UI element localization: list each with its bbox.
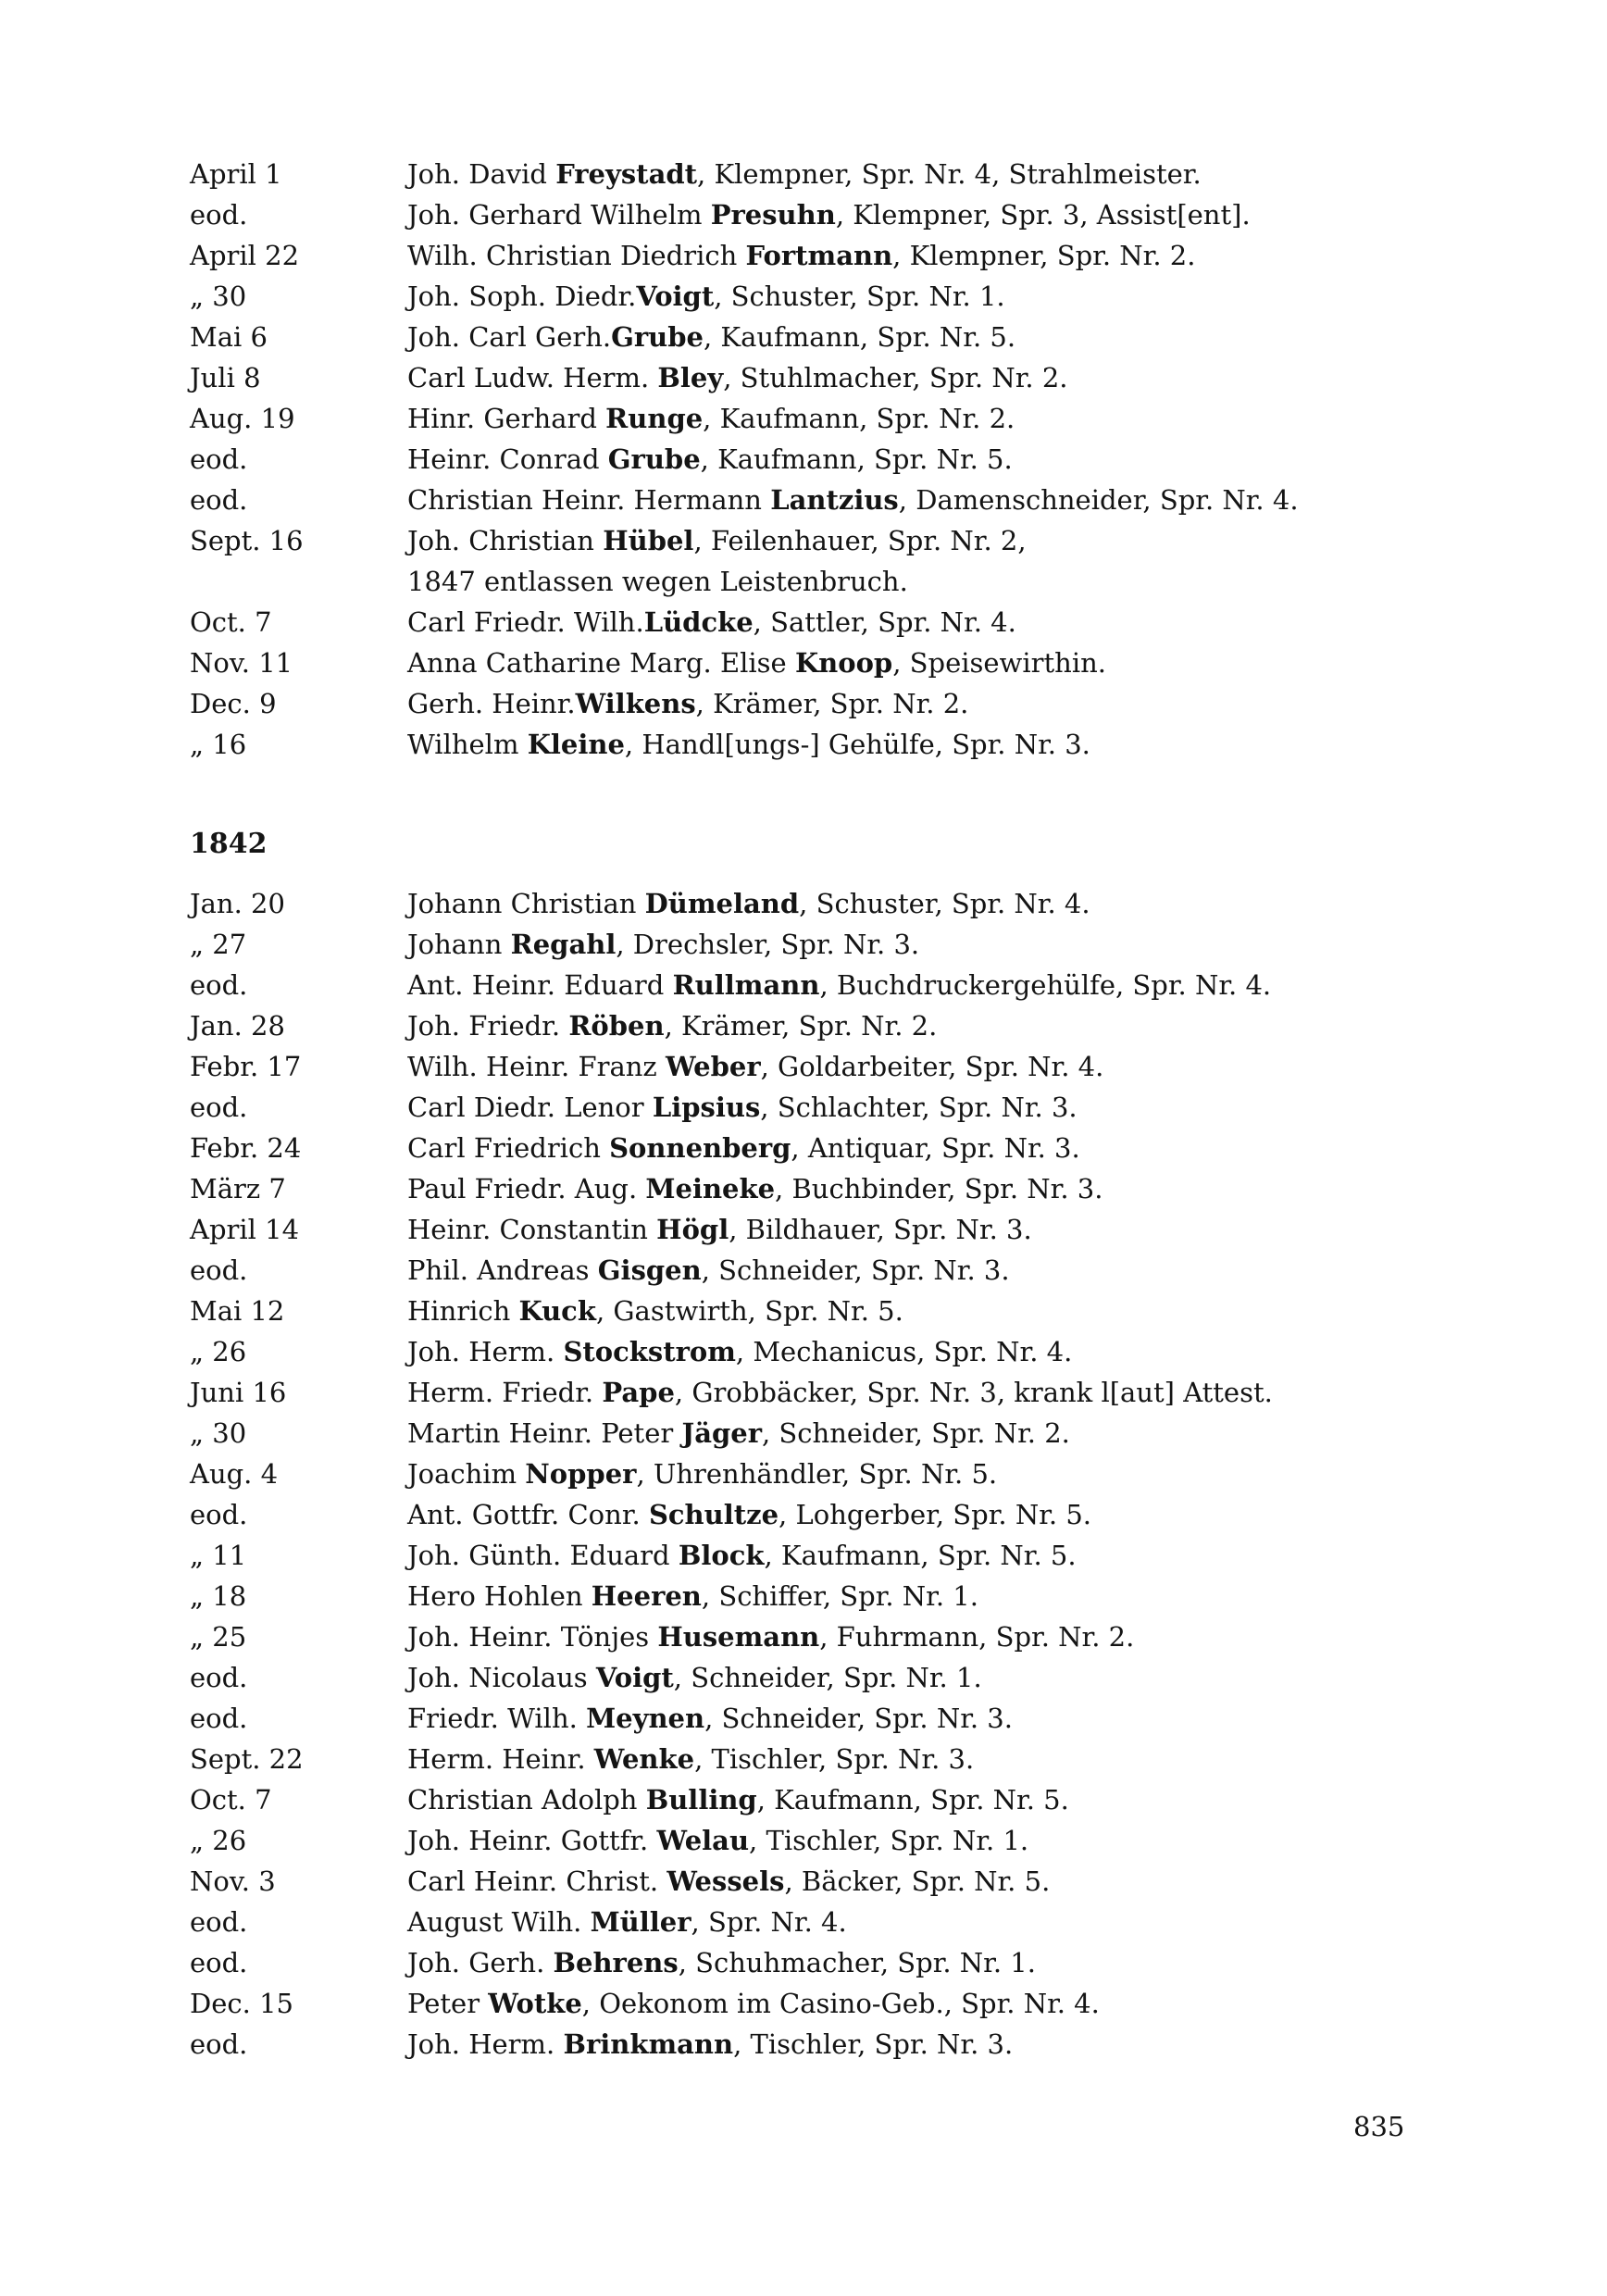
entry-date: „ 16 <box>190 729 247 760</box>
entry-surname: Block <box>678 1540 765 1571</box>
list-item <box>0 154 1607 194</box>
entry-date: Sept. 16 <box>190 525 304 556</box>
entry-surname: Wotke <box>488 1988 582 2019</box>
entry-details: , Feilenhauer, Spr. Nr. 2, <box>693 525 1027 556</box>
list-item <box>0 1331 1607 1372</box>
entry-surname: Knoop <box>794 647 893 679</box>
entry-surname: Rullmann <box>672 969 820 1001</box>
entry-date: eod. <box>190 1499 248 1530</box>
list-item <box>0 398 1607 439</box>
list-item <box>0 357 1607 398</box>
entry-date: Dec. 15 <box>190 1988 293 2019</box>
entry-surname: Wilkens <box>575 688 696 719</box>
list-item <box>0 317 1607 357</box>
entry-date: Aug. 19 <box>190 403 295 434</box>
entry-text <box>407 520 1027 561</box>
entry-text <box>407 317 1015 357</box>
entry-text <box>407 1454 997 1494</box>
entry-date: Oct. 7 <box>190 606 272 638</box>
entry-surname: Dümeland <box>644 888 800 919</box>
list-item <box>0 1413 1607 1454</box>
entry-given-names: Wilhelm <box>407 729 528 760</box>
entry-text <box>407 1413 1070 1454</box>
entry-details: , Speisewirthin. <box>892 647 1107 679</box>
entry-details: , Gastwirth, Spr. Nr. 5. <box>595 1295 903 1327</box>
entry-surname: Lipsius <box>652 1092 761 1123</box>
list-item <box>0 1046 1607 1087</box>
entry-text <box>407 1576 978 1616</box>
entry-given-names: 1847 entlassen wegen Leistenbruch. <box>407 566 908 597</box>
entry-details: , Klempner, Spr. Nr. 2. <box>892 240 1196 271</box>
list-item <box>0 439 1607 480</box>
entry-date: eod. <box>190 484 248 516</box>
entry-surname: Behrens <box>553 1947 679 1978</box>
list-item <box>0 1576 1607 1616</box>
entry-text <box>407 1494 1091 1535</box>
entry-surname: Nopper <box>525 1458 637 1490</box>
entry-text <box>407 1087 1078 1128</box>
entry-details: , Sattler, Spr. Nr. 4. <box>753 606 1016 638</box>
entry-surname: Presuhn <box>710 199 836 231</box>
entry-surname: Grube <box>607 443 701 475</box>
entry-date: Aug. 4 <box>190 1458 279 1490</box>
list-item <box>0 235 1607 276</box>
entry-given-names: Joh. Friedr. <box>407 1010 569 1042</box>
entry-details: , Tischler, Spr. Nr. 3. <box>694 1743 975 1775</box>
entry-surname: Kuck <box>518 1295 596 1327</box>
entry-date: Dec. 9 <box>190 688 277 719</box>
entry-text <box>407 1209 1032 1250</box>
entry-text <box>407 1698 1013 1739</box>
entry-given-names: Phil. Andreas <box>407 1254 598 1286</box>
entry-date: „ 25 <box>190 1621 247 1653</box>
entry-details: , Schlachter, Spr. Nr. 3. <box>760 1092 1078 1123</box>
entry-surname: Stockstrom <box>563 1336 736 1367</box>
entry-details: , Fuhrmann, Spr. Nr. 2. <box>819 1621 1135 1653</box>
entry-details: , Uhrenhändler, Spr. Nr. 5. <box>636 1458 998 1490</box>
list-item <box>0 965 1607 1005</box>
entry-date: April 1 <box>190 158 282 190</box>
entry-given-names: Joh. Nicolaus <box>407 1662 596 1693</box>
entry-text <box>407 643 1106 683</box>
list-item <box>0 724 1607 765</box>
entry-surname: Högl <box>656 1214 729 1245</box>
entry-surname: Wessels <box>666 1866 785 1897</box>
entry-date: eod. <box>190 2028 248 2060</box>
list-item <box>0 1168 1607 1209</box>
entry-surname: Hübel <box>603 525 694 556</box>
entry-given-names: Friedr. Wilh. <box>407 1703 587 1734</box>
list-item <box>0 602 1607 643</box>
entry-date: „ 18 <box>190 1580 247 1612</box>
entry-text <box>407 398 1015 439</box>
entry-text <box>407 1657 982 1698</box>
entry-given-names: August Wilh. <box>407 1906 591 1938</box>
entry-text <box>407 276 1005 317</box>
entry-given-names: Joh. Christian <box>407 525 604 556</box>
entry-surname: Pape <box>602 1377 675 1408</box>
entry-surname: Müller <box>590 1906 691 1938</box>
list-item <box>0 1005 1607 1046</box>
entry-details: , Oekonom im Casino-Geb., Spr. Nr. 4. <box>581 1988 1100 2019</box>
list-item <box>0 520 1607 561</box>
entry-surname: Röben <box>568 1010 665 1042</box>
entry-given-names: Joh. Gerh. <box>407 1947 554 1978</box>
entry-date: Febr. 24 <box>190 1132 302 1164</box>
entry-text <box>407 1942 1036 1983</box>
entry-details: , Kaufmann, Spr. Nr. 5. <box>703 321 1016 353</box>
list-item <box>0 1291 1607 1331</box>
entry-given-names: Carl Friedrich <box>407 1132 610 1164</box>
entry-date: „ 30 <box>190 1417 247 1449</box>
entry-surname: Brinkmann <box>563 2028 734 2060</box>
entry-text <box>407 154 1202 194</box>
entry-date: Juli 8 <box>190 362 261 393</box>
list-item <box>0 1087 1607 1128</box>
entry-given-names: Anna Catharine Marg. Elise <box>407 647 795 679</box>
entry-list <box>0 154 1607 765</box>
entry-given-names: Joh. Herm. <box>407 1336 564 1367</box>
entry-given-names: Gerh. Heinr. <box>407 688 576 719</box>
entry-text <box>407 1128 1080 1168</box>
entry-surname: Husemann <box>657 1621 820 1653</box>
list-item <box>0 1454 1607 1494</box>
entry-date: Mai 12 <box>190 1295 285 1327</box>
year-heading: 1842 <box>190 828 268 860</box>
entry-given-names: Hero Hohlen <box>407 1580 592 1612</box>
entry-text <box>407 1005 937 1046</box>
list-item <box>0 480 1607 520</box>
entry-text <box>407 561 908 602</box>
entry-surname: Gisgen <box>597 1254 702 1286</box>
entry-date: eod. <box>190 1662 248 1693</box>
list-item <box>0 683 1607 724</box>
entry-given-names: Paul Friedr. Aug. <box>407 1173 646 1204</box>
page-number: 835 <box>1353 2111 1405 2142</box>
entry-list <box>0 883 1607 2065</box>
entry-date: eod. <box>190 1906 248 1938</box>
entry-details: , Mechanicus, Spr. Nr. 4. <box>735 1336 1073 1367</box>
entry-date: April 22 <box>190 240 300 271</box>
list-item <box>0 1494 1607 1535</box>
entry-given-names: Carl Friedr. Wilh. <box>407 606 644 638</box>
entry-date: Jan. 20 <box>190 888 285 919</box>
entry-details: , Bäcker, Spr. Nr. 5. <box>784 1866 1051 1897</box>
entry-given-names: Joachim <box>407 1458 526 1490</box>
list-item <box>0 1616 1607 1657</box>
list-item <box>0 1372 1607 1413</box>
entry-given-names: Johann <box>407 929 511 960</box>
list-item <box>0 1983 1607 2024</box>
entry-given-names: Joh. Herm. <box>407 2028 564 2060</box>
entry-details: , Schneider, Spr. Nr. 3. <box>701 1254 1010 1286</box>
entry-details: , Schneider, Spr. Nr. 1. <box>673 1662 982 1693</box>
entry-text <box>407 1372 1273 1413</box>
entry-date: eod. <box>190 1092 248 1123</box>
entry-surname: Bley <box>657 362 724 393</box>
entry-details: , Kaufmann, Spr. Nr. 2. <box>703 403 1015 434</box>
entry-date: April 14 <box>190 1214 300 1245</box>
entry-surname: Meynen <box>586 1703 705 1734</box>
entry-details: , Grobbäcker, Spr. Nr. 3, krank l[aut] Attest. <box>674 1377 1273 1408</box>
entry-given-names: Carl Diedr. Lenor <box>407 1092 653 1123</box>
entry-surname: Meineke <box>645 1173 776 1204</box>
entry-date: Febr. 17 <box>190 1051 302 1082</box>
entry-given-names: Joh. Soph. Diedr. <box>407 281 637 312</box>
entry-date: eod. <box>190 969 248 1001</box>
entry-given-names: Wilh. Christian Diedrich <box>407 240 746 271</box>
list-item <box>0 1820 1607 1861</box>
entry-text <box>407 683 968 724</box>
entry-surname: Lüdcke <box>643 606 754 638</box>
entry-text <box>407 1250 1010 1291</box>
entry-details: , Tischler, Spr. Nr. 3. <box>733 2028 1014 2060</box>
entry-text <box>407 357 1068 398</box>
entry-text <box>407 965 1271 1005</box>
entry-date: Nov. 11 <box>190 647 293 679</box>
entry-details: , Stuhlmacher, Spr. Nr. 2. <box>723 362 1068 393</box>
entry-details: , Tischler, Spr. Nr. 1. <box>749 1825 1029 1856</box>
entry-details: , Krämer, Spr. Nr. 2. <box>664 1010 938 1042</box>
entry-details: , Buchdruckergehülfe, Spr. Nr. 4. <box>819 969 1272 1001</box>
entry-given-names: Wilh. Heinr. Franz <box>407 1051 666 1082</box>
entry-surname: Regahl <box>510 929 617 960</box>
entry-date: „ 26 <box>190 1825 247 1856</box>
list-item <box>0 1779 1607 1820</box>
entry-given-names: Joh. Gerhard Wilhelm <box>407 199 711 231</box>
entry-surname: Jäger <box>681 1417 762 1449</box>
entry-details: , Klempner, Spr. 3, Assist[ent]. <box>835 199 1251 231</box>
entry-surname: Grube <box>611 321 704 353</box>
entry-surname: Voigt <box>595 1662 674 1693</box>
entry-date: eod. <box>190 1703 248 1734</box>
entry-given-names: Joh. Heinr. Gottfr. <box>407 1825 657 1856</box>
list-item <box>0 1657 1607 1698</box>
entry-given-names: Herm. Heinr. <box>407 1743 594 1775</box>
entry-date: Mai 6 <box>190 321 268 353</box>
entry-details: , Lohgerber, Spr. Nr. 5. <box>779 1499 1092 1530</box>
entry-given-names: Peter <box>407 1988 489 2019</box>
entry-date: eod. <box>190 199 248 231</box>
list-item <box>0 2024 1607 2065</box>
entry-surname: Heeren <box>591 1580 702 1612</box>
entry-text <box>407 1902 847 1942</box>
entry-text <box>407 1535 1077 1576</box>
entry-text <box>407 1820 1028 1861</box>
list-item <box>0 561 1607 602</box>
entry-text <box>407 1616 1134 1657</box>
entry-details: , Drechsler, Spr. Nr. 3. <box>616 929 920 960</box>
entry-details: , Goldarbeiter, Spr. Nr. 4. <box>760 1051 1104 1082</box>
entry-text <box>407 1291 903 1331</box>
entry-details: , Schuhmacher, Spr. Nr. 1. <box>678 1947 1036 1978</box>
entry-surname: Lantzius <box>770 484 899 516</box>
entry-text <box>407 883 1090 924</box>
entry-details: , Spr. Nr. 4. <box>691 1906 847 1938</box>
entry-given-names: Joh. Heinr. Tönjes <box>407 1621 658 1653</box>
list-item <box>0 1739 1607 1779</box>
list-item <box>0 1535 1607 1576</box>
list-item <box>0 1902 1607 1942</box>
entry-date: „ 26 <box>190 1336 247 1367</box>
list-item <box>0 1209 1607 1250</box>
entry-details: , Antiquar, Spr. Nr. 3. <box>791 1132 1080 1164</box>
list-item <box>0 276 1607 317</box>
entry-text <box>407 602 1016 643</box>
entry-given-names: Joh. Günth. Eduard <box>407 1540 679 1571</box>
entry-text <box>407 1983 1100 2024</box>
entry-given-names: Heinr. Constantin <box>407 1214 657 1245</box>
entry-given-names: Joh. Carl Gerh. <box>407 321 612 353</box>
entry-details: , Schuster, Spr. Nr. 4. <box>799 888 1090 919</box>
entry-given-names: Hinr. Gerhard <box>407 403 606 434</box>
entry-details: , Schiffer, Spr. Nr. 1. <box>701 1580 978 1612</box>
entry-details: , Buchbinder, Spr. Nr. 3. <box>775 1173 1103 1204</box>
entry-date: Sept. 22 <box>190 1743 304 1775</box>
entry-given-names: Herm. Friedr. <box>407 1377 603 1408</box>
entry-date: „ 27 <box>190 929 247 960</box>
entry-text <box>407 1861 1050 1902</box>
entry-given-names: Christian Adolph <box>407 1784 646 1816</box>
list-item <box>0 883 1607 924</box>
entry-text <box>407 1046 1103 1087</box>
entry-given-names: Carl Heinr. Christ. <box>407 1866 667 1897</box>
entry-details: , Krämer, Spr. Nr. 2. <box>695 688 969 719</box>
entry-date: „ 11 <box>190 1540 247 1571</box>
entry-date: Oct. 7 <box>190 1784 272 1816</box>
list-item <box>0 1128 1607 1168</box>
entry-surname: Sonnenberg <box>609 1132 791 1164</box>
entry-date: eod. <box>190 1254 248 1286</box>
entry-details: , Klempner, Spr. Nr. 4, Strahlmeister. <box>697 158 1202 190</box>
entry-text <box>407 439 1013 480</box>
entry-text <box>407 724 1090 765</box>
entry-surname: Welau <box>656 1825 750 1856</box>
list-item <box>0 924 1607 965</box>
entry-date: März 7 <box>190 1173 286 1204</box>
entry-details: , Kaufmann, Spr. Nr. 5. <box>764 1540 1077 1571</box>
entry-date: Juni 16 <box>190 1377 287 1408</box>
entry-details: , Schneider, Spr. Nr. 3. <box>704 1703 1013 1734</box>
entry-given-names: Christian Heinr. Hermann <box>407 484 771 516</box>
entry-given-names: Ant. Heinr. Eduard <box>407 969 673 1001</box>
entry-details: , Kaufmann, Spr. Nr. 5. <box>756 1784 1069 1816</box>
entry-text <box>407 1739 974 1779</box>
list-item <box>0 1698 1607 1739</box>
entry-text <box>407 2024 1013 2065</box>
entry-surname: Fortmann <box>745 240 893 271</box>
entry-text <box>407 235 1195 276</box>
entry-date: „ 30 <box>190 281 247 312</box>
entry-given-names: Heinr. Conrad <box>407 443 608 475</box>
entry-surname: Voigt <box>636 281 715 312</box>
entry-given-names: Martin Heinr. Peter <box>407 1417 682 1449</box>
entry-details: , Schneider, Spr. Nr. 2. <box>762 1417 1070 1449</box>
entry-details: , Handl[ungs-] Gehülfe, Spr. Nr. 3. <box>624 729 1090 760</box>
entry-surname: Wenke <box>593 1743 695 1775</box>
entry-surname: Schultze <box>648 1499 779 1530</box>
entry-details: , Kaufmann, Spr. Nr. 5. <box>700 443 1013 475</box>
entry-text <box>407 1331 1072 1372</box>
entry-given-names: Ant. Gottfr. Conr. <box>407 1499 649 1530</box>
entry-text <box>407 1779 1069 1820</box>
entry-date: Nov. 3 <box>190 1866 276 1897</box>
entry-surname: Weber <box>665 1051 761 1082</box>
entry-date: eod. <box>190 443 248 475</box>
entry-given-names: Hinrich <box>407 1295 519 1327</box>
list-item <box>0 1942 1607 1983</box>
entry-text <box>407 924 919 965</box>
list-item <box>0 1861 1607 1902</box>
entry-text <box>407 480 1299 520</box>
entry-given-names: Johann Christian <box>407 888 645 919</box>
entry-details: , Bildhauer, Spr. Nr. 3. <box>729 1214 1032 1245</box>
entry-given-names: Joh. David <box>407 158 556 190</box>
entry-details: , Damenschneider, Spr. Nr. 4. <box>898 484 1299 516</box>
entry-text <box>407 194 1251 235</box>
entry-text <box>407 1168 1102 1209</box>
entry-date: eod. <box>190 1947 248 1978</box>
entry-surname: Freystadt <box>555 158 698 190</box>
entry-date: Jan. 28 <box>190 1010 285 1042</box>
entry-surname: Runge <box>605 403 704 434</box>
list-item <box>0 194 1607 235</box>
entry-details: , Schuster, Spr. Nr. 1. <box>714 281 1005 312</box>
list-item <box>0 643 1607 683</box>
list-item <box>0 1250 1607 1291</box>
entry-surname: Bulling <box>645 1784 757 1816</box>
entry-given-names: Carl Ludw. Herm. <box>407 362 658 393</box>
entry-surname: Kleine <box>527 729 625 760</box>
